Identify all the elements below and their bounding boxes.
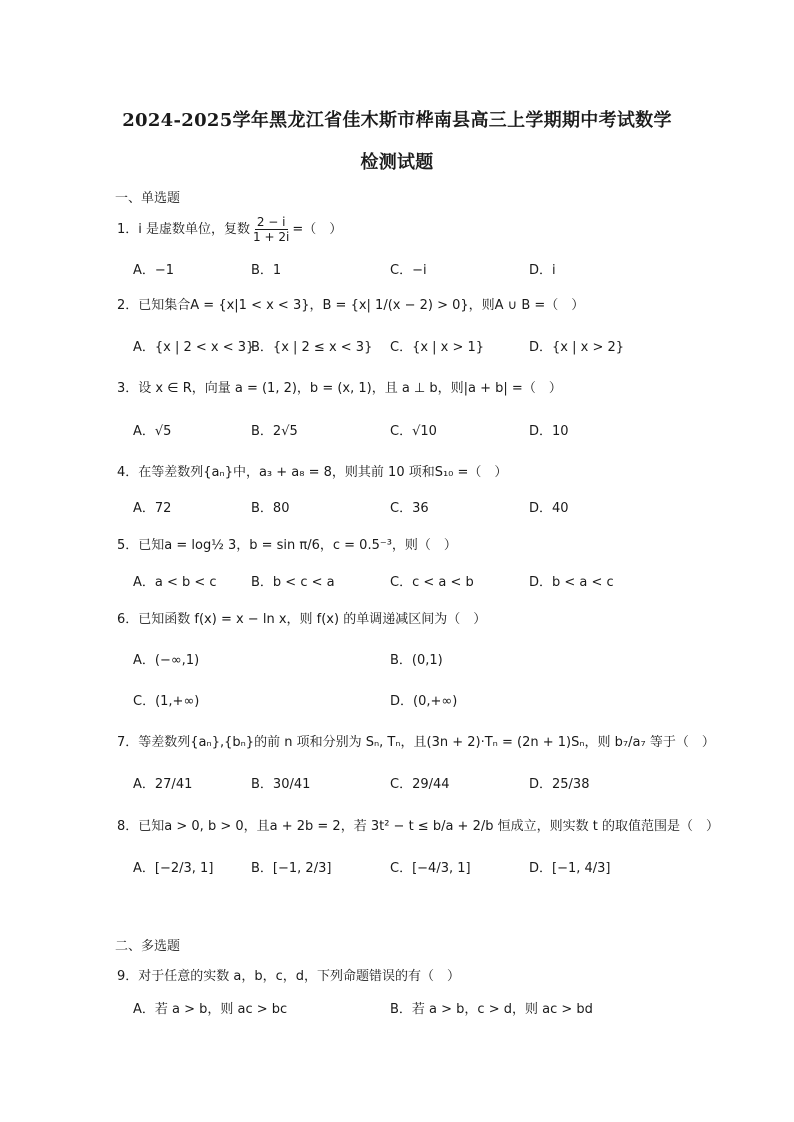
question-number: 8． [117, 819, 139, 834]
question-number: 7． [117, 735, 139, 750]
option-b: B．30/41 [251, 777, 311, 792]
option-d: D．b < a < c [529, 575, 614, 590]
question-number: 4． [117, 465, 139, 480]
option-b: B．1 [251, 263, 282, 278]
question-number: 9． [117, 969, 139, 984]
question-2 [117, 294, 584, 313]
option-c: C．√10 [390, 424, 437, 439]
question-number: 6． [117, 612, 139, 627]
question-number: 3． [117, 381, 139, 396]
option-d: D．[−1, 4/3] [529, 861, 611, 876]
option-b: B．若 a > b，c > d，则 ac > bd [390, 1002, 593, 1017]
option-a: A．−1 [133, 263, 175, 278]
question-number: 1． [117, 222, 139, 237]
option-a: A．[−2/3, 1] [133, 861, 214, 876]
fraction-numerator: 2 − i [256, 215, 286, 229]
question-stem: 已知a = log½ 3，b = sin π/6，c = 0.5⁻³，则（ ） [138, 538, 457, 553]
option-a: A．72 [133, 501, 172, 516]
option-c: C．c < a < b [390, 575, 474, 590]
option-c: C．36 [390, 501, 429, 516]
question-stem: 已知a > 0, b > 0，且a + 2b = 2，若 3t² − t ≤ b/a + 2/b 恒成立，则实数 t 的取值范围是（ ） [138, 819, 719, 834]
option-b: B．{x | 2 ≤ x < 3} [251, 340, 373, 355]
question-9 [117, 965, 460, 984]
question-number: 2． [117, 298, 139, 313]
option-d: D．{x | x > 2} [529, 340, 625, 355]
option-a: A．a < b < c [133, 575, 217, 590]
question-5 [117, 534, 457, 553]
option-c: C．29/44 [390, 777, 450, 792]
option-b: B．(0,1) [390, 653, 443, 668]
option-d: D．25/38 [529, 777, 590, 792]
question-8 [117, 815, 719, 834]
question-stem: 在等差数列{aₙ}中，a₃ + a₈ = 8，则其前 10 项和S₁₀ =（ ） [138, 465, 508, 480]
option-c: C．[−4/3, 1] [390, 861, 471, 876]
question-1 [117, 215, 342, 244]
question-7 [117, 731, 715, 750]
question-6 [117, 608, 486, 627]
question-stem: 已知集合A = {x|1 < x < 3}，B = {x| 1/(x − 2) > 0}，则A ∪ B =（ ） [138, 298, 585, 313]
doc-title-line1: 2024-2025学年黑龙江省佳木斯市桦南县高三上学期期中考试数学 [122, 110, 672, 131]
option-d: D．(0,+∞) [390, 694, 458, 709]
question-stem: 设 x ∈ R，向量 a = (1, 2)，b = (x, 1)，且 a ⊥ b，则|a + b| =（ ） [138, 381, 562, 396]
question-stem: 对于任意的实数 a，b，c，d，下列命题错误的有（ ） [138, 969, 461, 984]
option-b: B．2√5 [251, 424, 298, 439]
section-multiple-choice: 二、多选题 [115, 939, 181, 954]
question-stem-end: =（ ） [292, 222, 343, 237]
option-d: D．10 [529, 424, 569, 439]
fraction-denominator: 1 + 2i [253, 230, 290, 244]
option-c: C．−i [390, 263, 427, 278]
option-a: A．(−∞,1) [133, 653, 200, 668]
section-single-choice: 一、单选题 [115, 191, 181, 206]
option-b: B．[−1, 2/3] [251, 861, 332, 876]
question-stem: 已知函数 f(x) = x − ln x，则 f(x) 的单调递减区间为（ ） [138, 612, 487, 627]
doc-title-line2: 检测试题 [360, 152, 434, 173]
option-c: C．{x | x > 1} [390, 340, 485, 355]
question-stem: 等差数列{aₙ},{bₙ}的前 n 项和分别为 Sₙ, Tₙ，且(3n + 2)·Tₙ = (2n + 1)Sₙ，则 b₇/a₇ 等于（ ） [138, 735, 715, 750]
option-a: A．√5 [133, 424, 172, 439]
option-a: A．若 a > b，则 ac > bc [133, 1002, 288, 1017]
option-c: C．(1,+∞) [133, 694, 200, 709]
option-a: A．{x | 2 < x < 3} [133, 340, 255, 355]
option-d: D．i [529, 263, 556, 278]
option-b: B．b < c < a [251, 575, 335, 590]
question-number: 5． [117, 538, 139, 553]
question-3 [117, 377, 562, 396]
option-d: D．40 [529, 501, 569, 516]
option-a: A．27/41 [133, 777, 193, 792]
question-4 [117, 461, 507, 480]
fraction [251, 215, 291, 244]
option-b: B．80 [251, 501, 290, 516]
question-stem: i 是虚数单位，复数 [138, 222, 251, 237]
